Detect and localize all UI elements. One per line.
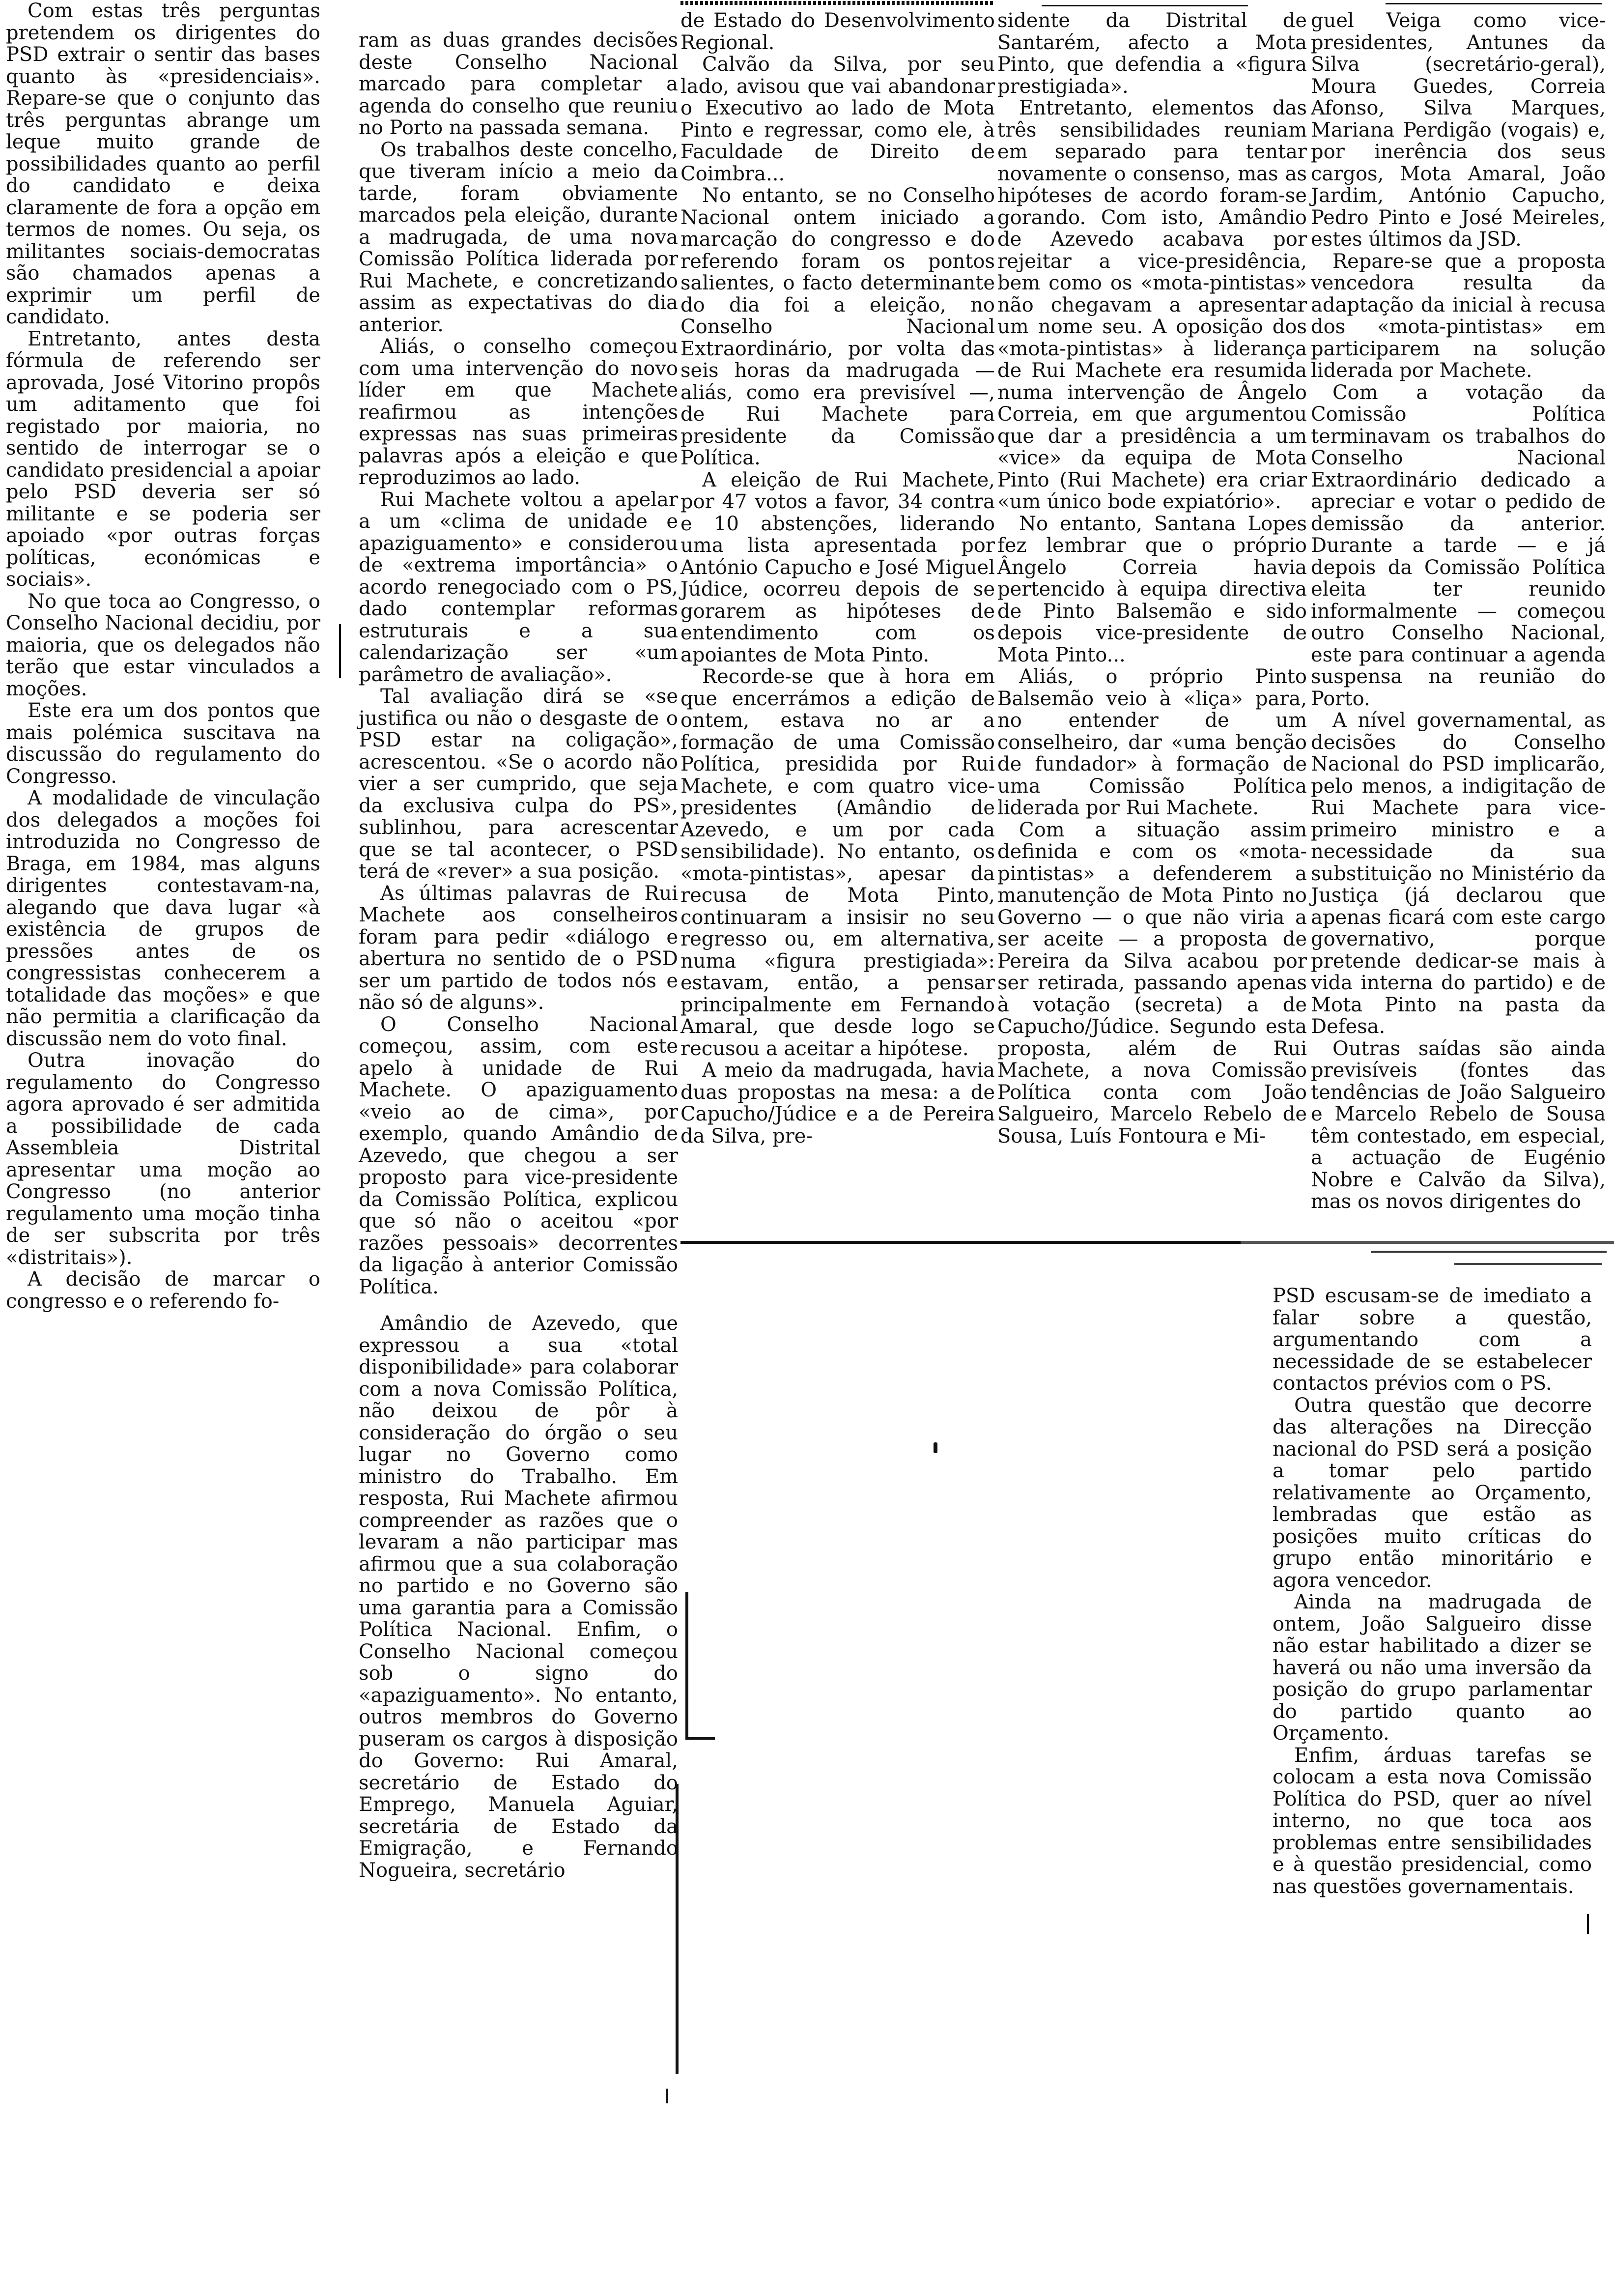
paragraph: O Conselho Nacional começou, assim, com este apelo à unidade de Rui Machete. O apaziguamento «veio ao de cima», por exemplo, quando Amândio de Azevedo, que chegou a ser proposto para vice-presidente da Comissão Política, explicou que só não o aceitou «por razões pessoais» decorrentes da ligação à anterior Comissão Política. — [359, 1013, 678, 1298]
paragraph: A meio da madrugada, havia duas propostas na mesa: a de Capucho/Júdice e a de Pereira da Silva, pre- — [680, 1059, 995, 1148]
article-column-5 — [1311, 10, 1606, 1248]
paragraph: Aliás, o próprio Pinto Balsemão veio à «liça» para, no entender de um conselheiro, dar «uma benção de fundador» à formação de uma Comissão Política liderada por Rui Machete. — [997, 665, 1307, 819]
paragraph: A eleição de Rui Machete, por 47 votos a favor, 34 contra e 10 abstenções, liderando uma lista apresentada por António Capucho e José Miguel Júdice, ocorreu depois de se gorarem as hipóteses de entendimento com os apoiantes de Mota Pinto. — [680, 468, 995, 666]
layout-bracket-mark-foot — [685, 1737, 715, 1740]
paragraph: Entretanto, elementos das três sensibilidades reuniam em separado para tentar novamente o consenso, mas as hipóteses de acordo foram-se gorando. Com isto, Amândio de Azevedo acabava por rejeitar a vice-presidência, bem como os «mota-pintistas» não chegavam a apresentar um nome seu. A oposição dos «mota-pintistas» à liderança de Rui Machete era resumida numa intervenção de Ângelo Correia, em que argumentou que dar a presidência a um «vice» da equipa de Mota Pinto (Rui Machete) era criar «um único bode expiatório». — [997, 97, 1307, 513]
paragraph: Com a votação da Comissão Política terminavam os trabalhos do Conselho Nacional Extraordinário dedicado a apreciar e votar o pedido de demissão da anterior. Durante a tarde — e já depois da Comissão Política eleita ter reunido informalmente — começou outro Conselho Nacional, este para continuar a agenda suspensa na reunião do Porto. — [1311, 381, 1606, 710]
paragraph: Recorde-se que à hora em que encerrámos a edição de ontem, estava no ar a formação de uma Comissão Política, presidida por Rui Machete, e com quatro vice-presidentes (Amândio de Azevedo, e um por cada sensibilidade). No entanto, os «mota-pintistas», apesar da recusa de Mota Pinto, continuaram a insisir no seu regresso ou, em alternativa, numa «figura prestigiada»: estavam, então, a pensar principalmente em Fernando Amaral, que desde logo se recusou a aceitar a hipótese. — [680, 665, 995, 1060]
paragraph: Aliás, o conselho começou com uma intervenção do novo líder em que Machete reafirmou as intenções expressas nas suas primeiras palavras após a eleição e que reproduzimos ao lado. — [359, 335, 678, 489]
section-divider-rule-3 — [1454, 1263, 1602, 1265]
paragraph: Amândio de Azevedo, que expressou a sua «total disponibilidade» para colaborar com a nova Comissão Política, não deixou de pôr à consideração do órgão o seu lugar no Governo como ministro do Trabalho. Em resposta, Rui Machete afirmou compreender as razões que o levaram a não participar mas afirmou que a sua colaboração no partido e no Governo são uma garantia para a Comissão Política Nacional. Enfim, o Conselho Nacional começou sob o signo do «apaziguamento». No entanto, outros membros do Governo puseram os cargos à disposição do Governo: Rui Amaral, secretário de Estado do Emprego, Manuela Aguiar, secretária de Estado da Emigração, e Fernando Nogueira, secretário — [359, 1312, 678, 1882]
paragraph: No que toca ao Congresso, o Conselho Nacional decidiu, por maioria, que os delegados não terão que estar vinculados a moções. — [6, 590, 320, 700]
paragraph: No entanto, Santana Lopes fez lembrar que o próprio Ângelo Correia havia pertencido à equipa directiva de Pinto Balsemão e sido depois vice-presidente de Mota Pinto... — [997, 512, 1307, 666]
section-divider-rule-2 — [1371, 1251, 1607, 1253]
paragraph: A decisão de marcar o congresso e o referendo fo- — [6, 1268, 320, 1313]
paragraph: Outra questão que decorre das alterações na Direcção nacional do PSD será a posição a tomar pelo partido relativamente ao Orçamento, lembradas que estão as posições muito críticas do grupo então minoritário e agora vencedor. — [1273, 1394, 1592, 1592]
paragraph: Entretanto, antes desta fórmula de referendo ser aprovada, José Vitorino propôs um aditamento que foi registado por maioria, no sentido de interrogar se o candidato presidencial a apoiar pelo PSD deveria ser só militante e se poderia ser apoiado «por outras forças políticas, económicas e sociais». — [6, 327, 320, 591]
paragraph: A nível governamental, as decisões do Conselho Nacional do PSD implicarão, pelo menos, a indigitação de Rui Machete para vice-primeiro ministro e a necessidade da sua substituição no Ministério da Justiça (já declarou que apenas ficará com este cargo governativo, porque pretende dedicar-se mais à vida interna do partido) e de Mota Pinto na pasta da Defesa. — [1311, 709, 1606, 1038]
paragraph: Os trabalhos deste concelho, que tiveram início a meio da tarde, foram obviamente marcados pela eleição, durante a madrugada, de uma nova Comissão Política liderada por Rui Machete, e concretizando assim as expectativas do dia anterior. — [359, 138, 678, 336]
paragraph: de Estado do Desenvolvimento Regional. — [680, 9, 995, 54]
top-rule-far — [1386, 3, 1602, 4]
paragraph: ram as duas grandes decisões deste Conselho Nacional marcado para completar a agenda do conselho que reuniu no Porto na passada semana. — [359, 29, 678, 139]
article-column-1 — [6, 0, 320, 1406]
paragraph: Outra inovação do regulamento do Congresso agora aprovado é ser admitida a possibilidade de cada Assembleia Distrital apresentar uma moção ao Congresso (no anterior regulamento uma moção tinha de ser subscrita por três «distritais»). — [6, 1049, 320, 1269]
paragraph: Outras saídas são ainda previsíveis (fontes das tendências de João Salgueiro e Marcelo Rebelo de Sousa têm contestado, em especial, a actuação de Eugénio Nobre e Calvão da Silva), mas os novos dirigentes do — [1311, 1037, 1606, 1213]
layout-tick-mark — [666, 2089, 668, 2103]
ink-speck — [934, 1442, 937, 1453]
paragraph: Calvão da Silva, por seu lado, avisou que vai abandonar o Executivo ao lado de Mota Pinto e regressar, como ele, à Faculdade de Direito de Coimbra... — [680, 53, 995, 185]
article-column-4 — [997, 10, 1307, 1229]
paragraph: Repare-se que a proposta vencedora resulta da adaptação da inicial à recusa dos «mota-pintistas» em participarem na solução liderada por Machete. — [1311, 250, 1606, 382]
paragraph: As últimas palavras de Rui Machete aos conselheiros foram para pedir «diálogo e abertura no sentido de o PSD ser um partido de todos nós e não só de alguns». — [359, 882, 678, 1014]
paragraph: Com a situação assim definida e com os «mota-pintistas» a defenderem a manutenção de Mota Pinto no Governo — o que não viria a ser aceite — a proposta de Pereira da Silva acabou por ser retirada, passando apenas à votação (secreta) a de Capucho/Júdice. Segundo esta proposta, além de Rui Machete, a nova Comissão Política conta com João Salgueiro, Marcelo Rebelo de Sousa, Luís Fontoura e Mi- — [997, 818, 1307, 1148]
paragraph: Este era um dos pontos que mais polémica suscitava na discussão do regulamento do Congresso. — [6, 699, 320, 788]
paragraph: Enfim, árduas tarefas se colocam a esta nova Comissão Política do PSD, quer ao nível interno, no que toca aos problemas entre sensibilidades e à questão presidencial, como nas questões governamentais. — [1273, 1744, 1592, 1898]
article-column-2 — [359, 29, 678, 1882]
paragraph: Com estas três perguntas pretendem os dirigentes do PSD extrair o sentir das bases quanto às «presidenciais». Repare-se que o conjunto das três perguntas abrange um leque muito grande de possibilidades quanto ao perfil do candidato e deixa claramente de fora a opção em termos de nomes. Ou seja, os militantes sociais-democratas são chamados apenas a exprimir um perfil de candidato. — [6, 0, 320, 328]
top-rule — [1042, 5, 1248, 6]
article-continuation-column — [1273, 1285, 1592, 1963]
paragraph: PSD escusam-se de imediato a falar sobre a questão, argumentando com a necessidade de se estabelecer contactos prévios com o PS. — [1273, 1285, 1592, 1395]
paragraph: A modalidade de vinculação dos delegados a moções foi introduzida no Congresso de Braga, em 1984, mas alguns dirigentes contestavam-na, alegando que dava lugar «à existência de grupos de pressões antes de os congressistas conhecerem a totalidade das moções» e que não permitia a clarificação da discussão nem do voto final. — [6, 787, 320, 1050]
paragraph: sidente da Distrital de Santarém, afecto a Mota Pinto, que defendia a «figura prestigiada». — [997, 9, 1307, 98]
paragraph: Tal avaliação dirá se «se justifica ou não o desgaste de o PSD estar na coligação», acrescentou. «Se o acordo não vier a ser cumprido, que seja da exclusiva culpa do PS», sublinhou, para acrescentar que se tal acontecer, o PSD terá de «rever» a sua posição. — [359, 685, 678, 883]
paragraph: Rui Machete voltou a apelar a um «clima de unidade e apaziguamento» e considerou de «extrema importância» o acordo renegociado com o PS, dado contemplar reformas estruturais e a sua calendarização ser «um parâmetro de avaliação». — [359, 488, 678, 686]
layout-bracket-mark — [685, 1592, 688, 1740]
article-column-3 — [680, 10, 995, 1229]
paragraph: No entanto, se no Conselho Nacional ontem iniciado a marcação do congresso e do referendo foram os pontos salientes, o facto determinante do dia foi a eleição, no Conselho Nacional Extraordinário, por volta das seis horas da madrugada — aliás, como era previsível —, de Rui Machete para presidente da Comissão Política. — [680, 184, 995, 469]
paragraph: Ainda na madrugada de ontem, João Salgueiro disse não estar habilitado a dizer se haverá ou não uma inversão da posição do grupo parlamentar do partido quanto ao Orçamento. — [1273, 1591, 1592, 1745]
paragraph: guel Veiga como vice-presidentes, Antunes da Silva (secretário-geral), Moura Guedes, Correia Afonso, Silva Marques, Mariana Perdigão (vogais) e, por inerência dos seus cargos, Mota Amaral, João Jardim, António Capucho, Pedro Pinto e José Meireles, estes últimos da JSD. — [1311, 9, 1606, 251]
column-margin-mark — [339, 624, 341, 678]
top-dotted-rule — [680, 1, 995, 5]
